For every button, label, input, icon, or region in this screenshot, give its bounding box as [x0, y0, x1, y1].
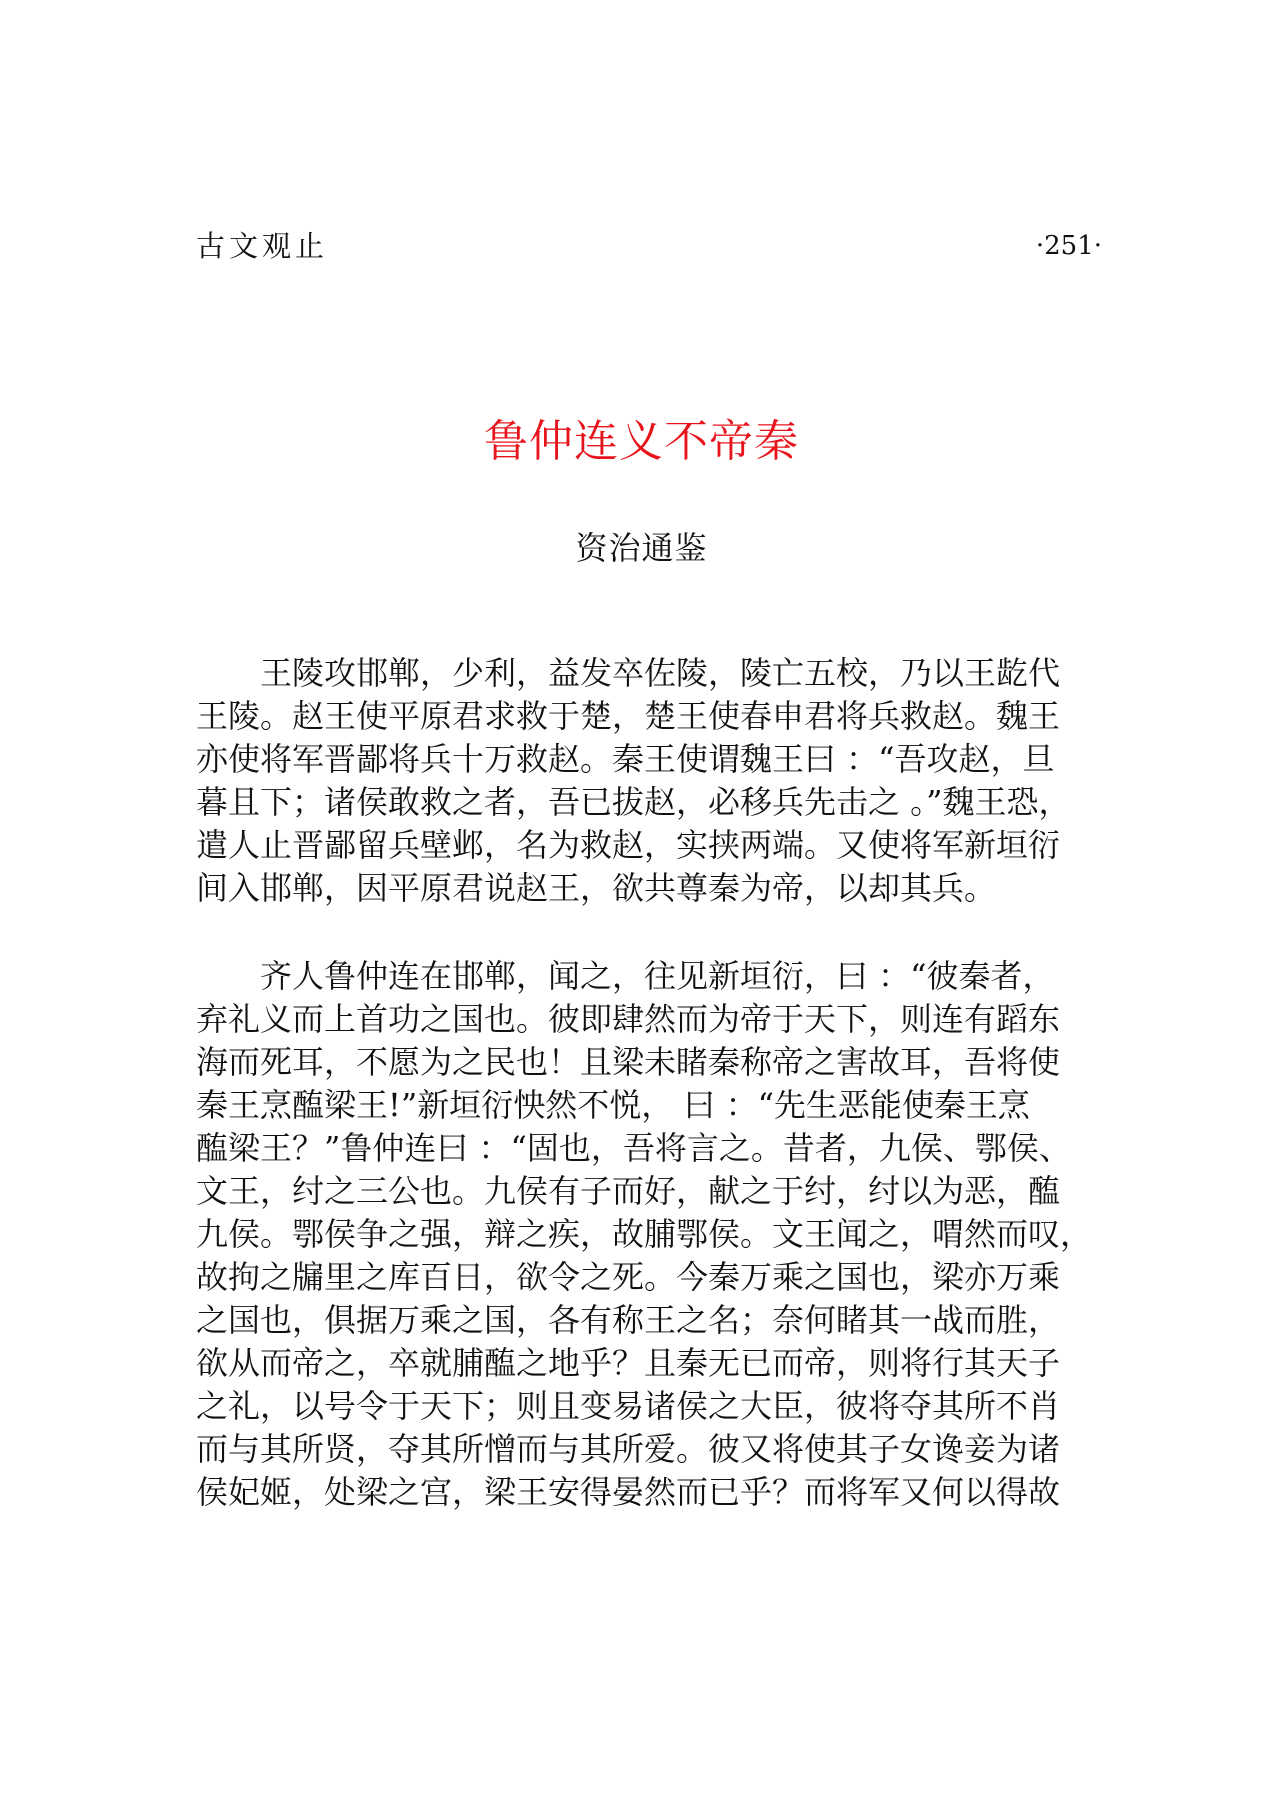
book-title: 古文观止: [196, 229, 329, 263]
text-line: 而与其所贤，夺其所憎而与其所爱。彼又将使其子女谗妾为诸: [196, 1430, 1061, 1468]
text-line: 欲从而帝之，卒就脯醢之地乎？且秦无已而帝，则将行其天子: [196, 1344, 1061, 1382]
text-line: 遣人止晋鄙留兵壁邺，名为救赵，实挟两端。又使将军新垣衍: [196, 826, 1061, 864]
text-line: 齐人鲁仲连在邯郸，闻之，往见新垣衍，曰 ：“彼秦者，: [260, 957, 1055, 995]
text-line: 亦使将军晋鄙将兵十万救赵。秦王使谓魏王曰 ：“吾攻赵，旦: [196, 740, 1055, 778]
text-line: 九侯。鄂侯争之强，辩之疾，故脯鄂侯。文王闻之，喟然而叹，: [196, 1215, 1093, 1253]
text-line: 海而死耳，不愿为之民也！且梁未睹秦称帝之害故耳，吾将使: [196, 1043, 1061, 1081]
text-line: 醢梁王？”鲁仲连曰 ：“固也，吾将言之。昔者，九侯、鄂侯、: [196, 1129, 1071, 1167]
page-number: ·251·: [1035, 231, 1102, 261]
text-line: 王陵。赵王使平原君求救于楚，楚王使春申君将兵救赵。魏王: [196, 697, 1061, 735]
text-line: 侯妃姬，处梁之宫，梁王安得晏然而已乎？而将军又何以得故: [196, 1473, 1061, 1511]
text-line: 间入邯郸，因平原君说赵王，欲共尊秦为帝，以却其兵。: [196, 869, 997, 907]
chapter-title: 鲁仲连义不帝秦: [484, 416, 799, 467]
text-line: 故拘之牖里之库百日，欲令之死。今秦万乘之国也，梁亦万乘: [196, 1258, 1061, 1296]
text-line: 弃礼义而上首功之国也。彼即肆然而为帝于天下，则连有蹈东: [196, 1000, 1061, 1038]
text-line: 王陵攻邯郸，少利，益发卒佐陵，陵亡五校，乃以王龁代: [260, 654, 1061, 692]
text-line: 之国也，俱据万乘之国，各有称王之名；奈何睹其一战而胜，: [196, 1301, 1061, 1339]
paragraph-1: [196, 652, 1102, 910]
text-line: 暮且下；诸侯敢救之者，吾已拔赵，必移兵先击之 。”魏王恐，: [196, 783, 1071, 821]
running-head: [196, 226, 1102, 266]
text-line: 秦王烹醢梁王!”新垣衍怏然不悦， 曰 ：“先生恶能使秦王烹: [196, 1086, 1030, 1124]
text-line: 文王，纣之三公也。九侯有子而好，献之于纣，纣以为恶，醢: [196, 1172, 1061, 1210]
source-attribution: 资治通鉴: [575, 529, 708, 567]
paragraph-2: [196, 955, 1102, 1514]
text-line: 之礼，以号令于天下；则且变易诸侯之大臣，彼将夺其所不肖: [196, 1387, 1061, 1425]
